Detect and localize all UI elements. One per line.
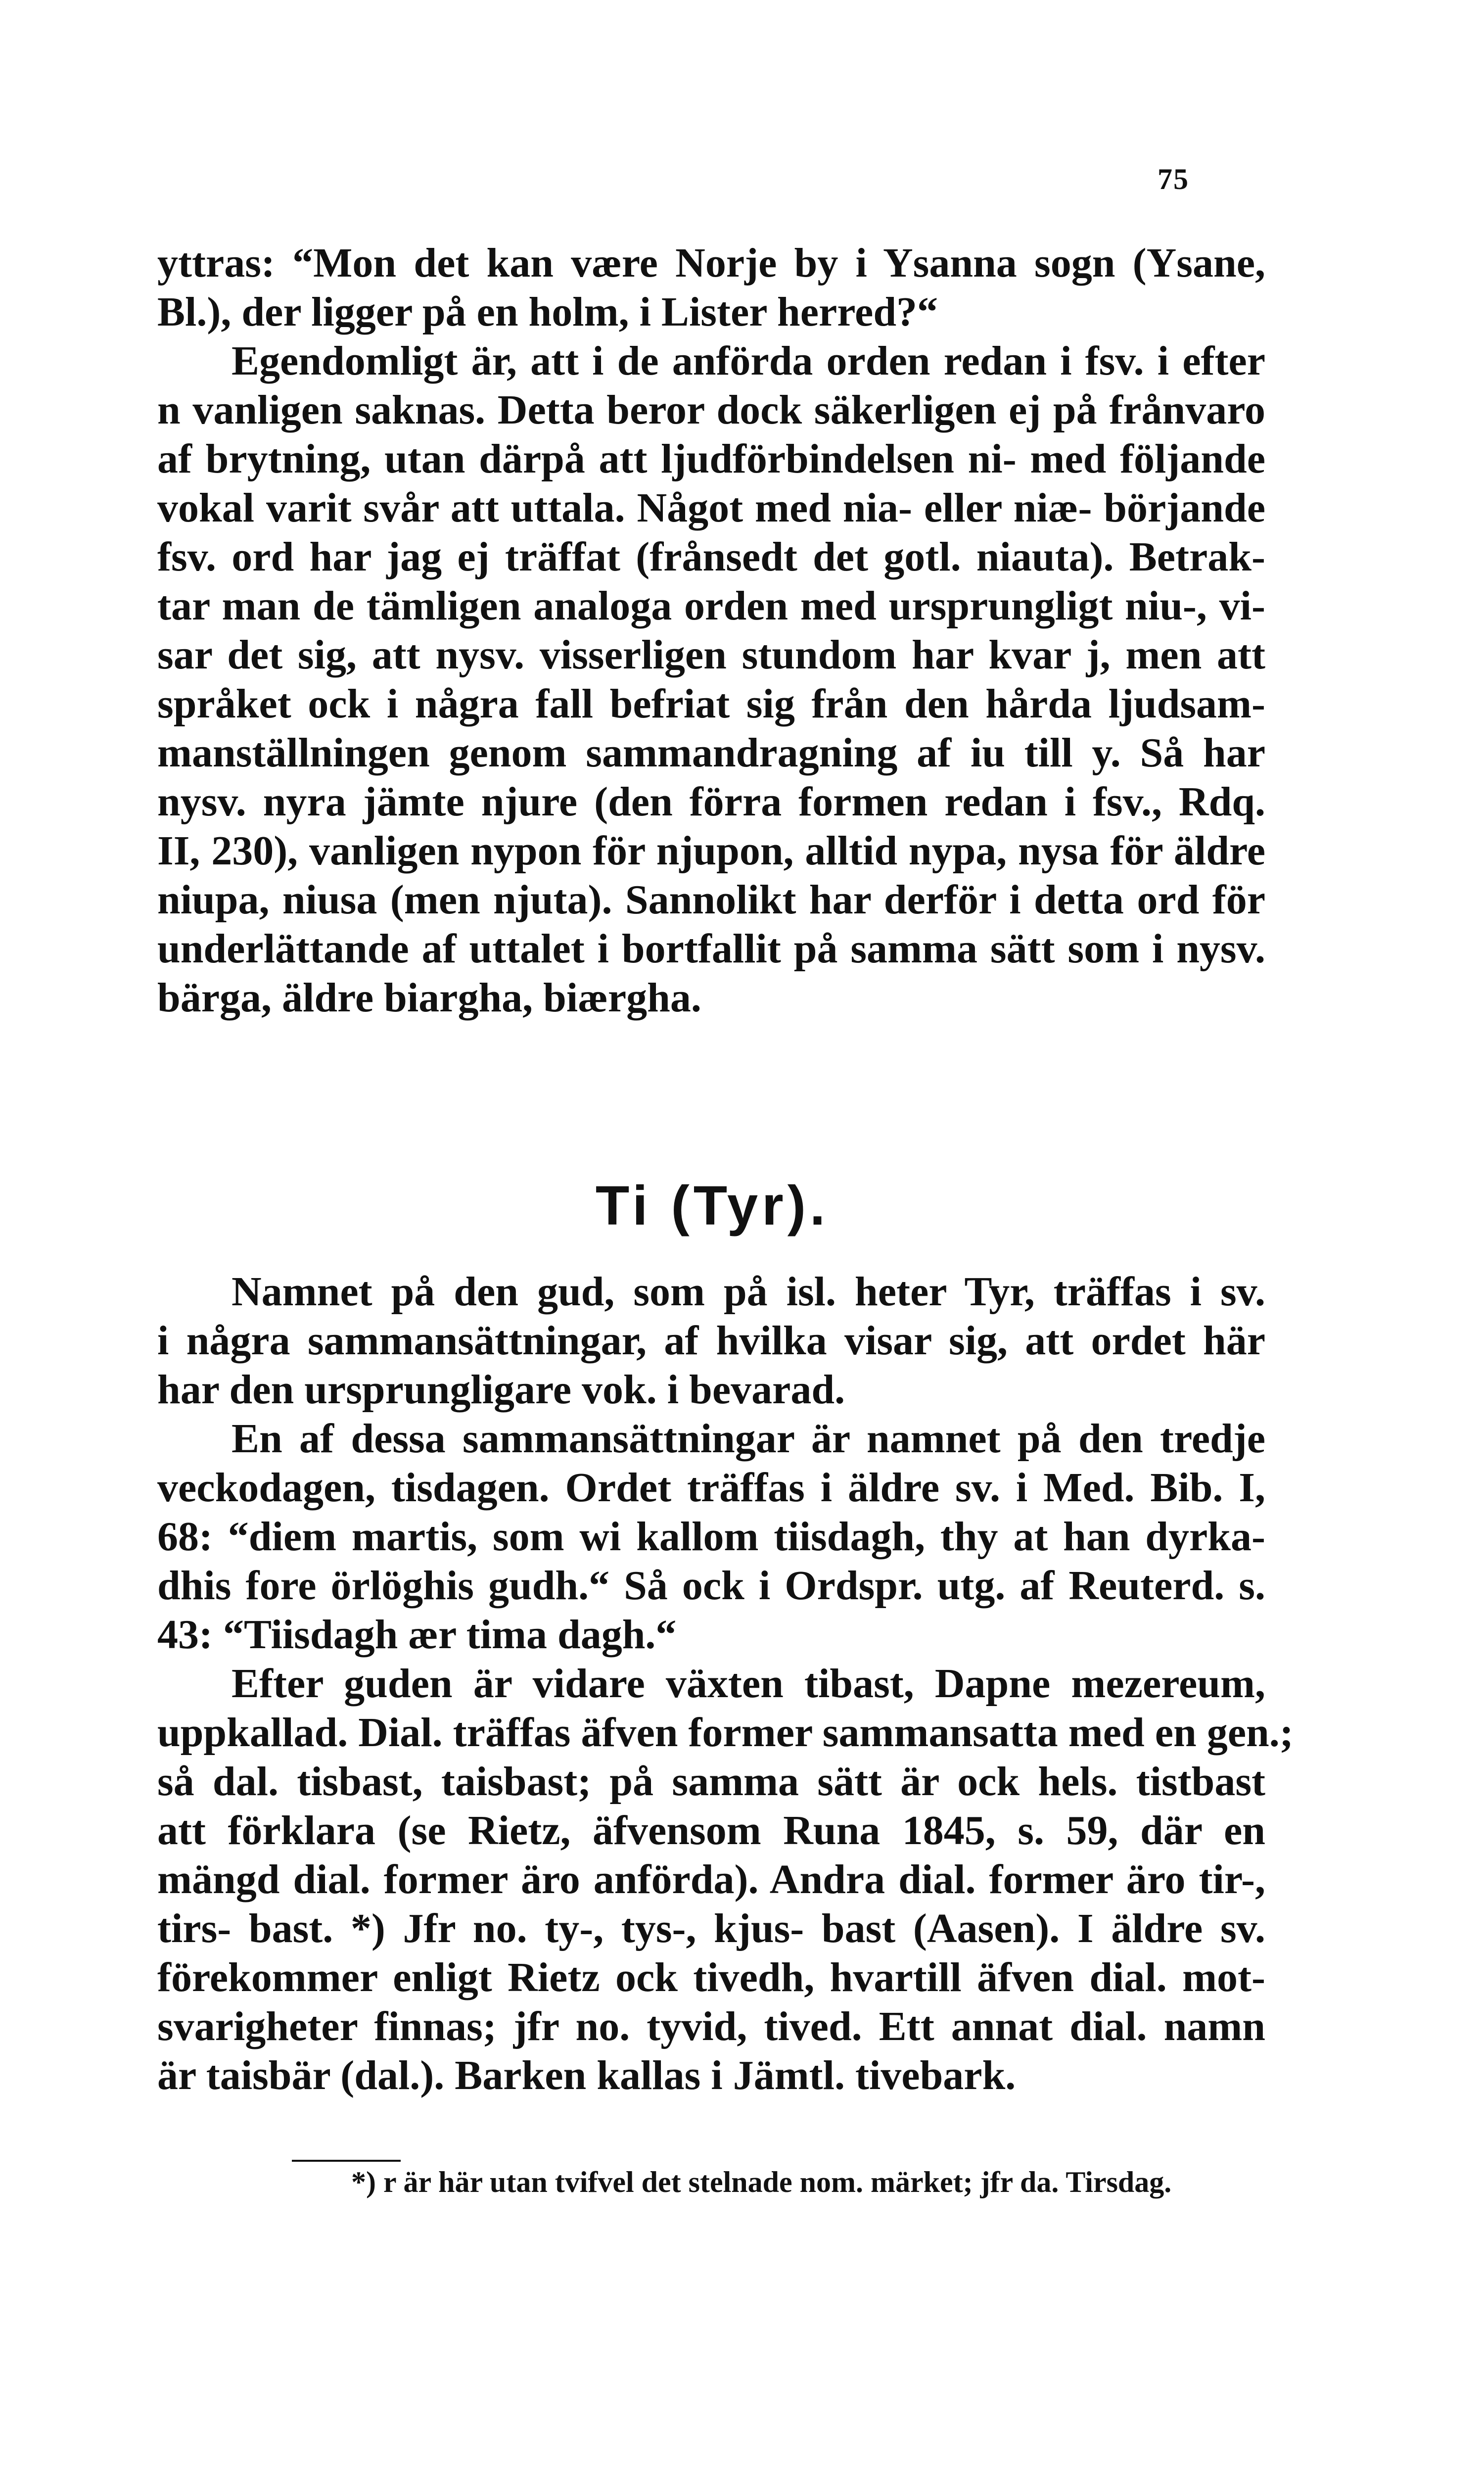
text-line: så dal. tisbast, taisbast; på samma sätt är ock hels. tistbast bbox=[157, 1759, 1265, 1805]
text-line: mängd dial. former äro anförda). Andra dial. former äro tir-, bbox=[157, 1856, 1265, 1902]
footnote-rule bbox=[292, 2160, 401, 2162]
text-line: niupa, niusa (men njuta). Sannolikt har derför i detta ord för bbox=[157, 877, 1265, 923]
text-line: att förklara (se Rietz, äfvensom Runa 1845, s. 59, där en bbox=[157, 1807, 1265, 1854]
text-line: yttras: “Mon det kan være Norje by i Ysanna sogn (Ysane, bbox=[157, 240, 1265, 286]
text-line: uppkallad. Dial. träffas äfven former sammansatta med en gen.; bbox=[157, 1710, 1294, 1756]
text-line: II, 230), vanligen nypon för njupon, alltid nypa, nysa för äldre bbox=[157, 828, 1265, 874]
paragraph-block-1 bbox=[157, 238, 1265, 1022]
footnote: *) r är här utan tvifvel det stelnade nom. märket; jfr da. Tirsdag. bbox=[351, 2166, 1172, 2198]
text-line: veckodagen, tisdagen. Ordet träffas i äldre sv. i Med. Bib. I, bbox=[157, 1465, 1265, 1511]
text-line: sar det sig, att nysv. visserligen stundom har kvar j, men att bbox=[157, 632, 1265, 678]
text-line: Egendomligt är, att i de anförda orden redan i fsv. i efter bbox=[232, 338, 1265, 384]
text-line: språket ock i några fall befriat sig från den hårda ljudsam- bbox=[157, 681, 1265, 727]
paragraph-block-2 bbox=[157, 1267, 1294, 2100]
footnote-separator bbox=[0, 2157, 1484, 2162]
section-heading: Ti (Tyr). bbox=[595, 1175, 830, 1236]
text-line: fsv. ord har jag ej träffat (frånsedt det gotl. niauta). Betrak- bbox=[157, 534, 1265, 580]
text-line: Namnet på den gud, som på isl. heter Tyr, träffas i sv. bbox=[232, 1269, 1265, 1315]
text-line: tar man de tämligen analoga orden med ursprungligt niu-, vi- bbox=[157, 583, 1265, 629]
text-line: tirs- bast. *) Jfr no. ty-, tys-, kjus- bast (Aasen). I äldre sv. bbox=[157, 1905, 1265, 1951]
text-line: 68: “diem martis, som wi kallom tiisdagh, thy at han dyrka- bbox=[157, 1514, 1265, 1560]
text-line: af brytning, utan därpå att ljudförbindelsen ni- med följande bbox=[157, 436, 1265, 482]
text-line: Efter guden är vidare växten tibast, Dapne mezereum, bbox=[232, 1661, 1265, 1707]
text-line: manställningen genom sammandragning af iu till y. Så har bbox=[157, 730, 1265, 776]
text-line: vokal varit svår att uttala. Något med nia- eller niæ- börjande bbox=[157, 485, 1265, 531]
text-line: har den ursprungligare vok. i bevarad. bbox=[157, 1367, 845, 1413]
text-line: i några sammansättningar, af hvilka visar sig, att ordet här bbox=[157, 1318, 1265, 1364]
text-line: Bl.), der ligger på en holm, i Lister herred?“ bbox=[157, 289, 938, 335]
text-line: svarigheter finnas; jfr no. tyvid, tived. Ett annat dial. namn bbox=[157, 2003, 1265, 2049]
page-number: 75 bbox=[1158, 163, 1189, 195]
text-line: 43: “Tiisdagh ær tima dagh.“ bbox=[157, 1612, 677, 1658]
text-line: En af dessa sammansättningar är namnet på den tredje bbox=[232, 1416, 1265, 1462]
text-line: dhis fore örlöghis gudh.“ Så ock i Ordspr. utg. af Reuterd. s. bbox=[157, 1563, 1265, 1609]
text-line: underlättande af uttalet i bortfallit på samma sätt som i nysv. bbox=[157, 926, 1265, 972]
text-line: nysv. nyra jämte njure (den förra formen redan i fsv., Rdq. bbox=[157, 779, 1265, 825]
text-line: förekommer enligt Rietz ock tivedh, hvartill äfven dial. mot- bbox=[157, 1954, 1265, 2000]
text-line: bärga, äldre biargha, biærgha. bbox=[157, 975, 701, 1021]
text-line: n vanligen saknas. Detta beror dock säkerligen ej på frånvaro bbox=[157, 387, 1265, 433]
text-line: är taisbär (dal.). Barken kallas i Jämtl. tivebark. bbox=[157, 2052, 1016, 2098]
